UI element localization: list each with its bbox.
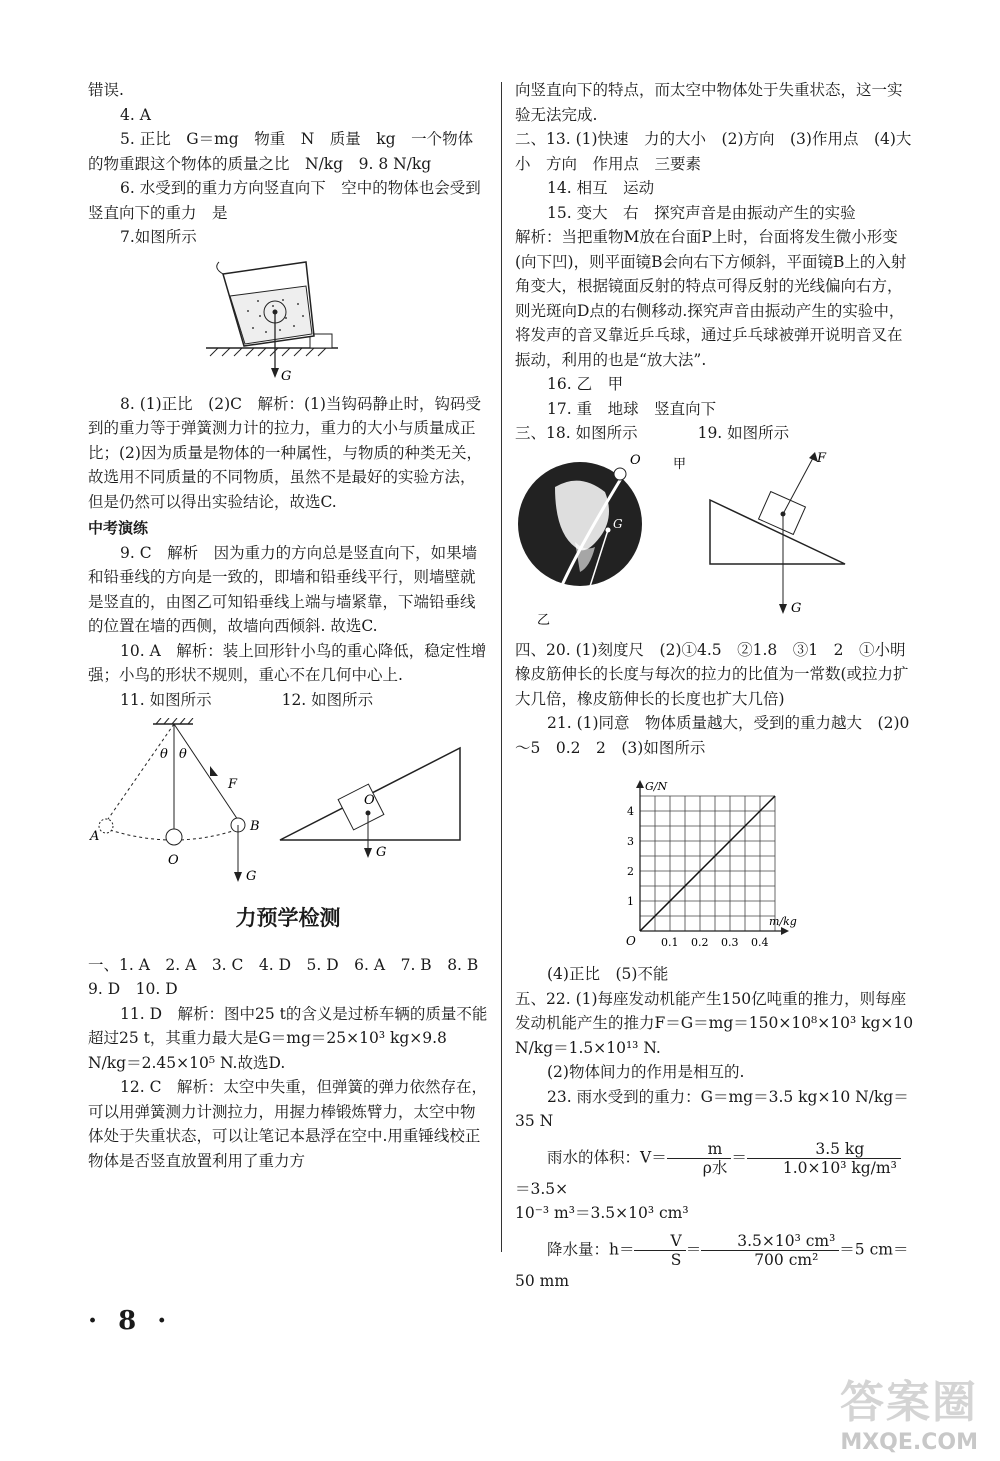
fraction-m-rho bbox=[667, 1140, 732, 1177]
answer-l11: 11. D 解析：图中25 t的含义是过桥车辆的质量不能超过25 t，其重力最大是G＝mg＝25×10³ kg×9.8 N/kg＝2.45×10⁵ N.故选D. bbox=[88, 1004, 488, 1072]
section-zhongkao: 中考演练 bbox=[88, 519, 149, 537]
y-axis-label: G/N bbox=[645, 780, 668, 793]
fig11-o-label: O bbox=[168, 853, 179, 868]
fig12-g-label: G bbox=[376, 845, 387, 860]
answer-16: 16. 乙 甲 bbox=[547, 375, 624, 393]
fig12-o-label: O bbox=[364, 793, 375, 808]
fraction-v-s bbox=[634, 1232, 685, 1269]
frac-num: m bbox=[667, 1140, 732, 1159]
x-axis-label: m/kg bbox=[769, 915, 797, 928]
answer-9: 9. C 解析 因为重力的方向总是竖直向下，如果墙和铅垂线的方向是一致的，即墙和铅垂线平行，则墙壁就是竖直的，由图乙可知铅垂线上端与墙紧靠，下端铅垂线的位置在墙的西侧，故墙向西倾斜. 故选C. bbox=[88, 543, 478, 635]
frac-den: 700 cm² bbox=[754, 1250, 819, 1269]
fig7-g-label: G bbox=[281, 368, 292, 384]
answer-18: 三、18. 如图所示 bbox=[515, 424, 638, 442]
y-axis-arrow bbox=[636, 780, 644, 788]
fraction-values bbox=[701, 1232, 839, 1269]
fig11-b-label: B bbox=[250, 819, 260, 834]
figure-7-beaker bbox=[88, 256, 488, 386]
watermark bbox=[840, 1366, 978, 1455]
answer-22-2: (2)物体间力的作用是相互的. bbox=[547, 1063, 745, 1081]
fig19-g-label: G bbox=[791, 600, 802, 616]
x-tick-label: 0.1 bbox=[661, 936, 679, 949]
answer-21-tail: (4)正比 (5)不能 bbox=[547, 965, 669, 983]
volume-result: ＝3.5× bbox=[515, 1179, 569, 1198]
right-column bbox=[515, 78, 922, 1293]
answer-18-19 bbox=[515, 421, 915, 446]
answer-10: 10. A 解析：装上回形针小鸟的重心降低，稳定性增强；小鸟的形状不规则，重心不在几何中心上. bbox=[88, 641, 487, 684]
answer-l12: 12. C 解析：太空中失重，但弹簧的弹力依然存在，可以用弹簧测力计测拉力，用握力棒锻炼臂力，太空中物体处于失重状态，可以让笔记本悬浮在空中.用重锤线校正物体是否竖直放置利用了重力方 bbox=[88, 1078, 487, 1170]
answer-11: 11. 如图所示 bbox=[120, 690, 212, 709]
volume-line2: 10⁻³ m³＝3.5×10³ cm³ bbox=[515, 1204, 689, 1222]
frac-num: V bbox=[634, 1232, 685, 1251]
frac-den: S bbox=[670, 1250, 682, 1269]
text-l1: 错误. bbox=[88, 81, 124, 99]
frac-num: 3.5 kg bbox=[747, 1140, 901, 1159]
x-axis-arrow bbox=[781, 927, 789, 935]
answer-23: 23. 雨水受到的重力：G＝mg＝3.5 kg×10 N/kg＝35 N bbox=[515, 1087, 909, 1130]
fig11-g-label: G bbox=[246, 869, 257, 884]
equals: ＝ bbox=[685, 1240, 702, 1258]
fig11-theta1: θ bbox=[160, 747, 168, 762]
answer-5: 5. 正比 G＝mg 物重 N 质量 kg 一个物体的物重跟这个物体的质量之比 N/kg 9. 8 N/kg bbox=[88, 130, 474, 173]
x-tick-label: 0.2 bbox=[691, 936, 709, 949]
rainfall-result: ＝5 cm＝50 mm bbox=[515, 1240, 909, 1290]
y-tick-label: 4 bbox=[627, 805, 634, 818]
volume-formula bbox=[515, 1140, 915, 1202]
watermark-logo: 答案圈 bbox=[840, 1377, 978, 1428]
answer-6: 6. 水受到的重力方向竖直向下 空中的物体也会受到竖直向下的重力 是 bbox=[88, 179, 481, 222]
frac-num: 3.5×10³ cm³ bbox=[701, 1232, 839, 1251]
answer-7: 7.如图所示 bbox=[120, 228, 197, 246]
equals: ＝ bbox=[731, 1148, 747, 1166]
figure-11-12 bbox=[88, 718, 488, 888]
answer-4: 4. A bbox=[120, 105, 151, 124]
volume-prefix: 雨水的体积：V＝ bbox=[547, 1148, 667, 1166]
x-tick-label: 0.4 bbox=[751, 936, 769, 949]
answer-17: 17. 重 地球 竖直向下 bbox=[547, 399, 717, 418]
left-column bbox=[88, 78, 494, 1173]
answer-12: 12. 如图所示 bbox=[281, 690, 374, 709]
answer-15: 15. 变大 右 探究声音是由振动产生的实验 bbox=[547, 203, 856, 222]
answer-11-12 bbox=[88, 688, 488, 713]
fig18-g-label: G bbox=[613, 516, 623, 531]
page-number: · 8 · bbox=[88, 1306, 173, 1336]
frac-den: 1.0×10³ kg/m³ bbox=[782, 1158, 897, 1177]
fig18-jia-label: 甲 bbox=[673, 456, 687, 472]
answers-1-10: 一、1. A 2. A 3. C 4. D 5. D 6. A 7. B 8. B 9. D 10. D bbox=[88, 955, 494, 998]
answer-22: 五、22. (1)每座发动机能产生150亿吨重的推力，则每座发动机能产生的推力F＝G＝mg＝150×10⁸×10³ kg×10 N/kg＝1.5×10¹³ N. bbox=[515, 989, 914, 1057]
origin-label: O bbox=[626, 934, 636, 948]
fig19-f-label: F bbox=[817, 451, 827, 466]
y-tick-label: 1 bbox=[627, 895, 634, 908]
answer-8: 8. (1)正比 (2)C 解析：(1)当钩码静止时，钩码受到的重力等于弹簧测力计的拉力，重力的大小与质量成正比；(2)因为质量是物体的一种属性，与物质的种类无关，故选用不同质量的不同物质，虽然不是最好的实验方法，但是仍然可以得出实验结论，故选C. bbox=[88, 394, 482, 511]
rainfall-formula bbox=[515, 1232, 915, 1294]
fig11-a-label: A bbox=[90, 829, 100, 844]
text-r1: 向竖直向下的特点，而太空中物体处于失重状态，这一实验无法完成. bbox=[515, 81, 903, 124]
answer-13: 二、13. (1)快速 力的大小 (2)方向 (3)作用点 (4)大小 方向 作用点 三要素 bbox=[515, 130, 912, 173]
watermark-url: MXQE.COM bbox=[840, 1430, 978, 1455]
fig18-o-label: O bbox=[630, 452, 641, 468]
answer-19: 19. 如图所示 bbox=[697, 424, 790, 442]
figure-18-19 bbox=[515, 452, 915, 632]
answer-14: 14. 相互 运动 bbox=[547, 179, 655, 197]
y-tick-label: 2 bbox=[627, 865, 634, 878]
analysis-15: 解析：当把重物M放在台面P上时，台面将发生微小形变(向下凹)，则平面镜B会向右下方倾斜，平面镜B上的入射角变大，根据镜面反射的特点可得反射的光线偏向右方，则光斑向D点的右侧移动.探究声音由振动产生的实验中，将发声的音叉靠近乒乓球，通过乒乓球被弹开说明音叉在振动，利用的也是“放大法”. bbox=[515, 228, 907, 369]
fraction-values bbox=[747, 1140, 901, 1177]
fig11-f-label: F bbox=[228, 777, 238, 792]
series-line bbox=[640, 796, 775, 931]
answer-21: 21. (1)同意 物体质量越大，受到的重力越大 (2)0～5 0.2 2 (3)如图所示 bbox=[515, 714, 910, 757]
g-m-chart bbox=[515, 766, 915, 956]
column-divider bbox=[501, 82, 502, 1252]
frac-den: ρ水 bbox=[702, 1158, 728, 1177]
fig18-yi-label: 乙 bbox=[537, 612, 551, 628]
y-tick-label: 3 bbox=[627, 835, 634, 848]
answer-20: 四、20. (1)刻度尺 (2)①4.5 ②1.8 ③1 2 ①小明 橡皮筋伸长的长度与每次的拉力的比值为一常数(或拉力扩大几倍，橡皮筋伸长的长度也扩大几倍) bbox=[515, 640, 922, 708]
x-tick-label: 0.3 bbox=[721, 936, 739, 949]
section-title: 力预学检测 bbox=[235, 906, 341, 930]
fig11-theta2: θ bbox=[179, 747, 187, 762]
rainfall-prefix: 降水量：h＝ bbox=[547, 1240, 635, 1258]
